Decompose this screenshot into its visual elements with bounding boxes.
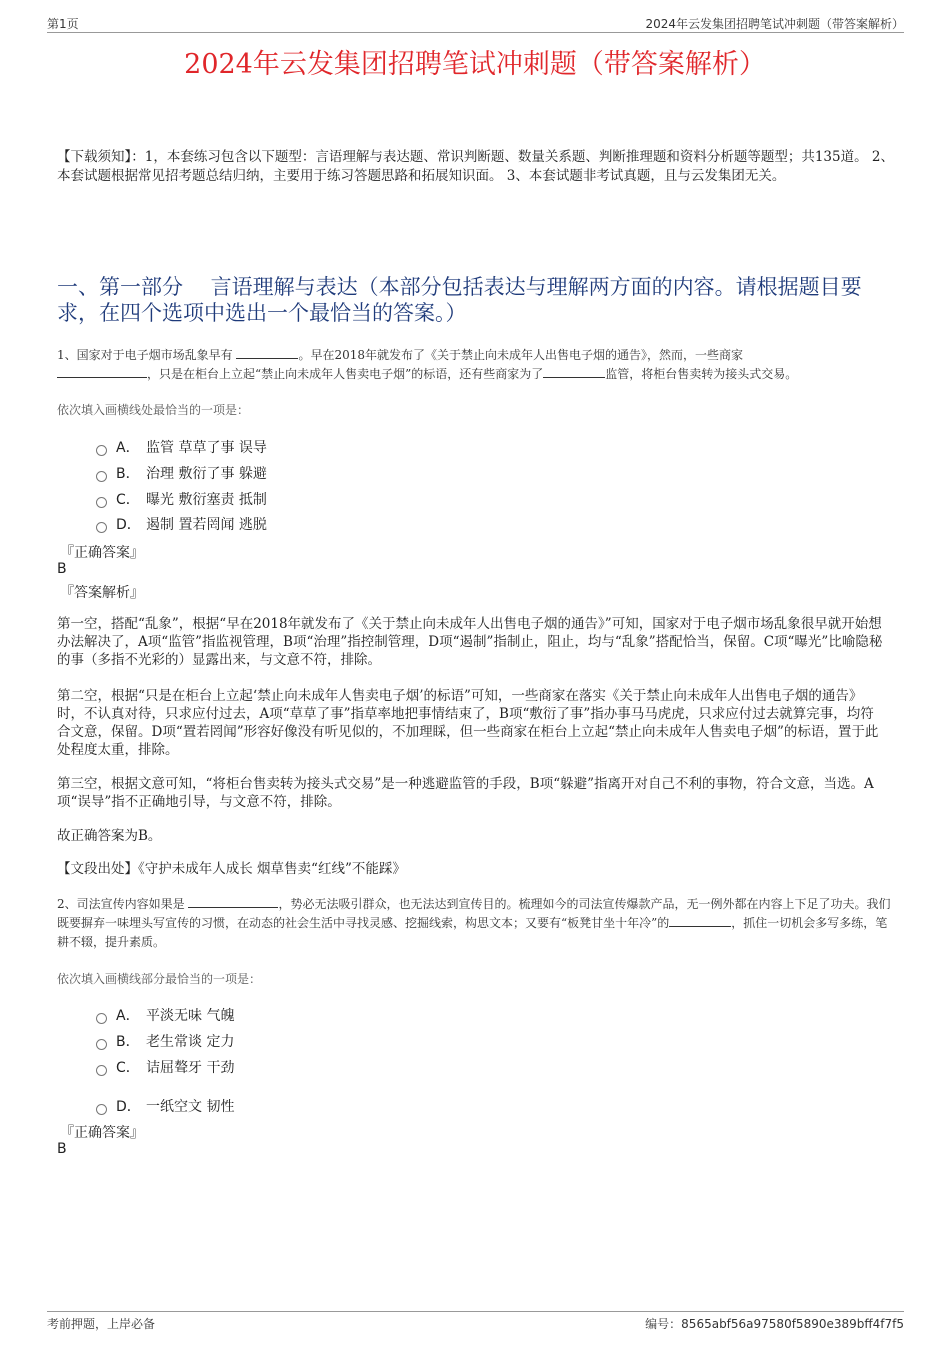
analysis-label: 『答案解析』 [60, 585, 144, 601]
correct-answer-label: 『正确答案』 [60, 1125, 144, 1141]
source-citation: 【文段出处】《守护未成年人成长 烟草售卖“红线”不能踩》 [57, 861, 406, 877]
section-title: 一、第一部分 言语理解与表达（本部分包括表达与理解两方面的内容。请根据题目要求，在四个选项中选出一个最恰当的答案。） [57, 275, 862, 325]
answer-blank [57, 365, 147, 378]
analysis-paragraph-2: 第二空，根据“只是在柜台上立起‘禁止向未成年人售卖电子烟’的标语”可知，一些商家在落实《关于禁止向未成年人出售电子烟的通告》时，不认真对待，只求应付过去，A项“草草了事”指草率地把事情结束了，B项“敷衍了事”指办事马马虎虎，只求应付过去就算完事，均符合文意，保留。D项“置若罔闻”形容好像没有听见似的，不加理睬，但一些商家在柜台上立起“禁止向未成年人售卖电子烟”的标语，置于此处程度太重，排除。 [57, 688, 879, 758]
q1-text-3: ，只是在柜台上立起“禁止向未成年人售卖电子烟”的标语，还有些商家为了 [147, 367, 544, 381]
q1-text-2: 。早在2018年就发布了《关于禁止向未成年人出售电子烟的通告》，然而，一些商家 [298, 348, 744, 362]
option-d[interactable]: D． 一纸空文 韧性 [96, 1096, 234, 1116]
question-2-stem [57, 895, 897, 952]
answer-blank [669, 914, 731, 927]
q1-text-4: 监管，将柜台售卖转为接头式交易。 [605, 367, 798, 381]
correct-answer: B [57, 561, 67, 577]
radio-icon[interactable] [96, 497, 107, 508]
option-a[interactable]: A． 平淡无味 气魄 [96, 1005, 234, 1025]
radio-icon[interactable] [96, 1013, 107, 1024]
page-title: 2024年云发集团招聘笔试冲刺题（带答案解析） [184, 49, 766, 80]
correct-answer: B [57, 1141, 67, 1157]
answer-blank [236, 346, 298, 359]
radio-icon[interactable] [96, 471, 107, 482]
download-notice: 【下载须知】：1，本套练习包含以下题型：言语理解与表达题、常识判断题、数量关系题、判断推理题和资料分析题等题型；共135道。 2、本套试题根据常见招考题总结归纳，主要用于练习答题思路和拓展知识面。 3、本套试题非考试真题，且与云发集团无关。 [57, 149, 894, 184]
answer-blank [188, 895, 278, 908]
option-d[interactable]: D． 遏制 置若罔闻 逃脱 [96, 514, 267, 534]
option-b[interactable]: B． 老生常谈 定力 [96, 1031, 234, 1051]
footer-slogan: 考前押题，上岸必备 [47, 1317, 156, 1331]
page-footer [47, 1311, 904, 1332]
option-c[interactable]: C． 曝光 敷衍塞责 抵制 [96, 489, 267, 509]
question-1-stem [57, 346, 897, 384]
option-b[interactable]: B． 治理 敷衍了事 躲避 [96, 463, 267, 483]
q2-text-2: ，势必无法吸引群众，也无法达到宣传目的。梳理如今的司法宣传爆款产品，无一例外都在内容上下足了功夫。我们既要摒弃一味埋头写宣传的习惯，在动态的社会生活中寻找灵感、挖掘线索，构思文本；又要有“板凳甘坐十年冷”的 [57, 897, 891, 930]
question-1-prompt: 依次填入画横线处最恰当的一项是： [57, 403, 250, 417]
page-number: 第1页 [47, 17, 79, 31]
option-a[interactable]: A． 监管 草草了事 误导 [96, 437, 267, 457]
analysis-paragraph-1: 第一空，搭配“乱象”，根据“早在2018年就发布了《关于禁止向未成年人出售电子烟的通告》”可知，国家对于电子烟市场乱象很早就开始想办法解决了，A项“监管”指监视管理，B项“治理”指控制管理，D项“遏制”指制止，阻止，均与“乱象”搭配恰当，保留。C项“曝光”比喻隐秘的事（多指不光彩的）显露出来，与文意不符，排除。 [57, 616, 883, 668]
option-c[interactable]: C． 诘屈聱牙 干劲 [96, 1057, 234, 1077]
analysis-conclusion: 故正确答案为B。 [57, 828, 162, 844]
analysis-paragraph-3: 第三空，根据文意可知，“将柜台售卖转为接头式交易”是一种逃避监管的手段，B项“躲避”指离开对自己不利的事物，符合文意，当选。A项“误导”指不正确地引导，与文意不符，排除。 [57, 776, 874, 810]
answer-blank [543, 365, 605, 378]
radio-icon[interactable] [96, 1065, 107, 1076]
radio-icon[interactable] [96, 445, 107, 456]
correct-answer-label: 『正确答案』 [60, 545, 144, 561]
radio-icon[interactable] [96, 522, 107, 533]
page-header [47, 14, 904, 33]
radio-icon[interactable] [96, 1039, 107, 1050]
question-2-prompt: 依次填入画横线部分最恰当的一项是： [57, 972, 262, 986]
q2-text-1: 2、司法宣传内容如果是 [57, 897, 185, 911]
radio-icon[interactable] [96, 1104, 107, 1115]
q1-text-1: 1、国家对于电子烟市场乱象早有 [57, 348, 233, 362]
q2-text-3: ，抓住一切机会多写多练，笔耕不辍，提升素质。 [57, 916, 888, 949]
document-id: 编号：8565abf56a97580f5890e389bff4f7f5 [645, 1317, 904, 1331]
header-doc-title: 2024年云发集团招聘笔试冲刺题（带答案解析） [645, 17, 904, 31]
